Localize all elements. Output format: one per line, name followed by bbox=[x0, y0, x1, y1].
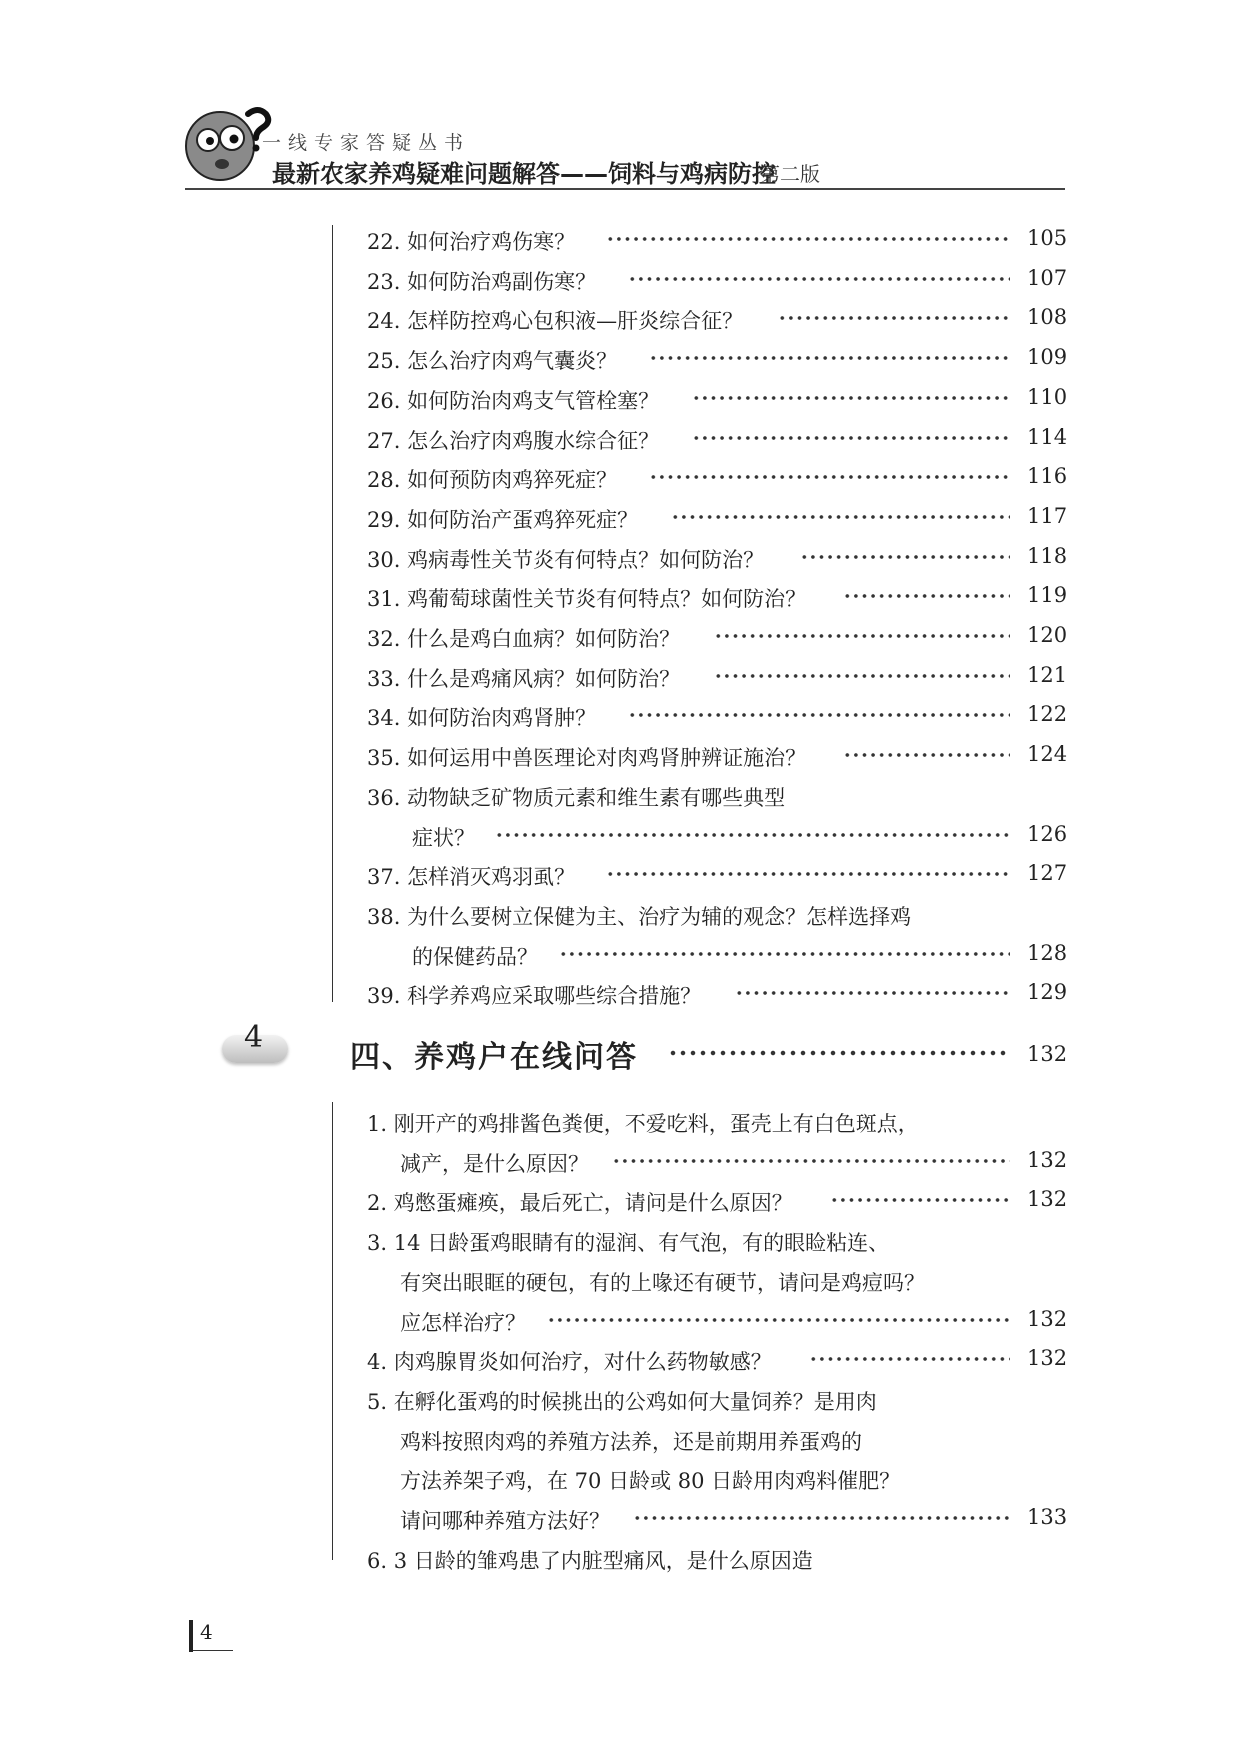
toc-entry-line bbox=[0, 1461, 1243, 1497]
dot-leader bbox=[671, 512, 1010, 522]
toc-entry-text: 35. 如何运用中兽医理论对肉鸡肾肿辨证施治？ bbox=[367, 746, 807, 771]
toc-entry-line bbox=[0, 1303, 1243, 1339]
toc-vertical-rule bbox=[332, 1102, 333, 1560]
toc-entry-text: 34. 如何防治肉鸡肾肿？ bbox=[367, 706, 597, 731]
toc-entry-line bbox=[0, 421, 1243, 457]
section-page: 132 bbox=[1027, 1042, 1068, 1066]
toc-entry-text: 应怎样治疗？ bbox=[400, 1310, 526, 1335]
toc-page-number: 121 bbox=[1027, 662, 1068, 687]
toc-entry-line bbox=[0, 1342, 1243, 1378]
dot-leader bbox=[843, 591, 1010, 601]
toc-entry-text: 鸡料按照肉鸡的养殖方法养，还是前期用养蛋鸡的 bbox=[400, 1429, 862, 1454]
book-title: 最新农家养鸡疑难问题解答——饲料与鸡病防控 bbox=[272, 160, 776, 188]
edition-label: 第二版 bbox=[760, 162, 820, 186]
toc-entry-text: 24. 怎样防控鸡心包积液—肝炎综合征？ bbox=[367, 309, 744, 334]
toc-entry-text: 29. 如何防治产蛋鸡猝死症？ bbox=[367, 507, 639, 532]
dot-leader bbox=[714, 671, 1010, 681]
toc-entry-line bbox=[0, 540, 1243, 576]
dot-leader bbox=[778, 313, 1010, 323]
toc-entry-line bbox=[0, 341, 1243, 377]
toc-entry-text: 2. 鸡憋蛋瘫痪，最后死亡，请问是什么原因？ bbox=[367, 1191, 793, 1216]
toc-entry-line bbox=[0, 937, 1243, 973]
toc-entry-text: 32. 什么是鸡白血病？如何防治？ bbox=[367, 627, 681, 651]
toc-page-number: 114 bbox=[1027, 424, 1068, 449]
toc-page-number: 132 bbox=[1027, 1147, 1068, 1172]
toc-page-number: 118 bbox=[1027, 543, 1068, 568]
dot-leader bbox=[692, 433, 1010, 443]
toc-page-number: 109 bbox=[1027, 345, 1068, 370]
dot-leader bbox=[547, 1315, 1010, 1325]
toc-entry-text: 37. 怎样消灭鸡羽虱？ bbox=[367, 865, 576, 890]
toc-entry-line bbox=[0, 897, 1243, 933]
toc-entry-text: 36. 动物缺乏矿物质元素和维生素有哪些典型 bbox=[367, 785, 786, 810]
toc-entry-text: 减产，是什么原因？ bbox=[400, 1151, 589, 1176]
toc-entry-line bbox=[0, 619, 1243, 655]
toc-entry-text: 26. 如何防治肉鸡支气管栓塞？ bbox=[367, 388, 660, 413]
toc-entry-text: 23. 如何防治鸡副伤寒？ bbox=[367, 269, 597, 294]
dot-leader bbox=[628, 710, 1010, 720]
toc-entry-text: 3. 14 日龄蛋鸡眼睛有的湿润、有气泡，有的眼睑粘连、 bbox=[367, 1231, 890, 1256]
toc-entry-line bbox=[0, 381, 1243, 417]
dot-leader bbox=[830, 1195, 1010, 1205]
footer-bar bbox=[189, 1620, 193, 1652]
toc-entry-line bbox=[0, 778, 1243, 814]
dot-leader bbox=[606, 869, 1010, 879]
toc-entry-line bbox=[0, 1104, 1243, 1140]
header-rule bbox=[185, 188, 1065, 190]
toc-entry-line bbox=[0, 1541, 1243, 1577]
dot-leader bbox=[606, 234, 1010, 244]
toc-page-number: 132 bbox=[1027, 1187, 1068, 1212]
series-name: 一线专家答疑丛书 bbox=[262, 132, 471, 154]
toc-page-number: 108 bbox=[1027, 305, 1068, 330]
toc-page-number: 117 bbox=[1027, 503, 1068, 528]
dot-leader bbox=[495, 830, 1011, 840]
dot-leader bbox=[633, 1513, 1010, 1523]
toc-entry-line bbox=[0, 1501, 1243, 1537]
dot-leader bbox=[668, 1047, 1008, 1059]
toc-entry-text: 27. 怎么治疗肉鸡腹水综合征？ bbox=[367, 428, 660, 453]
toc-page-number: 116 bbox=[1027, 464, 1068, 489]
toc-entry-text: 22. 如何治疗鸡伤寒？ bbox=[367, 230, 576, 254]
toc-entry-text: 39. 科学养鸡应采取哪些综合措施？ bbox=[367, 984, 702, 1009]
toc-page-number: 124 bbox=[1027, 742, 1068, 767]
toc-page-number: 133 bbox=[1027, 1505, 1068, 1529]
toc-entry-text: 31. 鸡葡萄球菌性关节炎有何特点？如何防治？ bbox=[367, 587, 807, 612]
toc-page-number: 105 bbox=[1027, 226, 1068, 250]
toc-entry-text: 5. 在孵化蛋鸡的时候挑出的公鸡如何大量饲养？是用肉 bbox=[367, 1389, 877, 1414]
section-title: 四、养鸡户在线问答 bbox=[350, 1040, 638, 1075]
toc-entry-text: 的保健药品？ bbox=[412, 944, 538, 969]
toc-entry-text: 25. 怎么治疗肉鸡气囊炎？ bbox=[367, 349, 618, 374]
toc-entry-line bbox=[0, 1183, 1243, 1219]
dot-leader bbox=[559, 949, 1010, 959]
toc-page-number: 122 bbox=[1027, 702, 1068, 727]
toc-page-number: 126 bbox=[1027, 821, 1068, 846]
toc-entry-line bbox=[0, 1263, 1243, 1299]
toc-page-number: 132 bbox=[1027, 1306, 1068, 1331]
toc-page-number: 107 bbox=[1027, 265, 1068, 290]
toc-entry-line bbox=[0, 1422, 1243, 1458]
toc-entry-text: 30. 鸡病毒性关节炎有何特点？如何防治？ bbox=[367, 547, 765, 572]
toc-entry-line bbox=[0, 698, 1243, 734]
dot-leader bbox=[628, 274, 1010, 284]
toc-entry-text: 1. 刚开产的鸡排酱色粪便，不爱吃料，蛋壳上有白色斑点， bbox=[367, 1112, 919, 1136]
section-number: 4 bbox=[244, 1020, 264, 1055]
toc-entry-text: 38. 为什么要树立保健为主、治疗为辅的观念？怎样选择鸡 bbox=[367, 904, 912, 929]
toc-entry-line bbox=[0, 1382, 1243, 1418]
toc-entry-text: 症状？ bbox=[412, 825, 475, 850]
toc-entry-text: 33. 什么是鸡痛风病？如何防治？ bbox=[367, 666, 681, 691]
toc-page-number: 110 bbox=[1027, 384, 1068, 409]
toc-entry-line bbox=[0, 579, 1243, 615]
dot-leader bbox=[800, 552, 1010, 562]
dot-leader bbox=[649, 353, 1010, 363]
dot-leader bbox=[649, 472, 1010, 482]
toc-entry-line bbox=[0, 1144, 1243, 1180]
toc-entry-line bbox=[0, 976, 1243, 1012]
toc-entry-text: 28. 如何预防肉鸡猝死症？ bbox=[367, 468, 618, 493]
toc-page-number: 127 bbox=[1027, 861, 1068, 886]
dot-leader bbox=[612, 1156, 1011, 1166]
toc-page-number: 120 bbox=[1027, 623, 1068, 647]
toc-entry-line bbox=[0, 301, 1243, 337]
dot-leader bbox=[809, 1354, 1010, 1364]
toc-entry-line bbox=[0, 738, 1243, 774]
toc-entry-line bbox=[0, 1223, 1243, 1259]
footer-rule bbox=[193, 1650, 233, 1651]
toc-page-number: 128 bbox=[1027, 940, 1068, 965]
toc-page-number: 119 bbox=[1027, 583, 1068, 608]
toc-entry-text: 4. 肉鸡腺胃炎如何治疗，对什么药物敏感？ bbox=[367, 1350, 772, 1375]
dot-leader bbox=[843, 750, 1010, 760]
toc-entry-text: 方法养架子鸡，在 70 日龄或 80 日龄用肉鸡料催肥？ bbox=[400, 1469, 901, 1494]
dot-leader bbox=[735, 988, 1010, 998]
page-number: 4 bbox=[200, 1620, 213, 1644]
toc-entry-line bbox=[0, 818, 1243, 854]
toc-entry-line bbox=[0, 262, 1243, 298]
toc-entry-line bbox=[0, 659, 1243, 695]
toc-entry-text: 有突出眼眶的硬包，有的上喙还有硬节，请问是鸡痘吗？ bbox=[400, 1270, 925, 1295]
toc-entry-line bbox=[0, 222, 1243, 258]
toc-page-number: 132 bbox=[1027, 1346, 1068, 1371]
toc-entry-line bbox=[0, 500, 1243, 536]
toc-entry-text: 6. 3 日龄的雏鸡患了内脏型痛风，是什么原因造 bbox=[367, 1548, 813, 1573]
toc-entry-line bbox=[0, 460, 1243, 496]
toc-entry-line bbox=[0, 857, 1243, 893]
page-header bbox=[0, 0, 1243, 200]
toc-vertical-rule bbox=[332, 225, 333, 1002]
toc-entry-text: 请问哪种养殖方法好？ bbox=[400, 1509, 610, 1533]
dot-leader bbox=[692, 393, 1010, 403]
toc-page-number: 129 bbox=[1027, 980, 1068, 1005]
dot-leader bbox=[714, 631, 1010, 641]
